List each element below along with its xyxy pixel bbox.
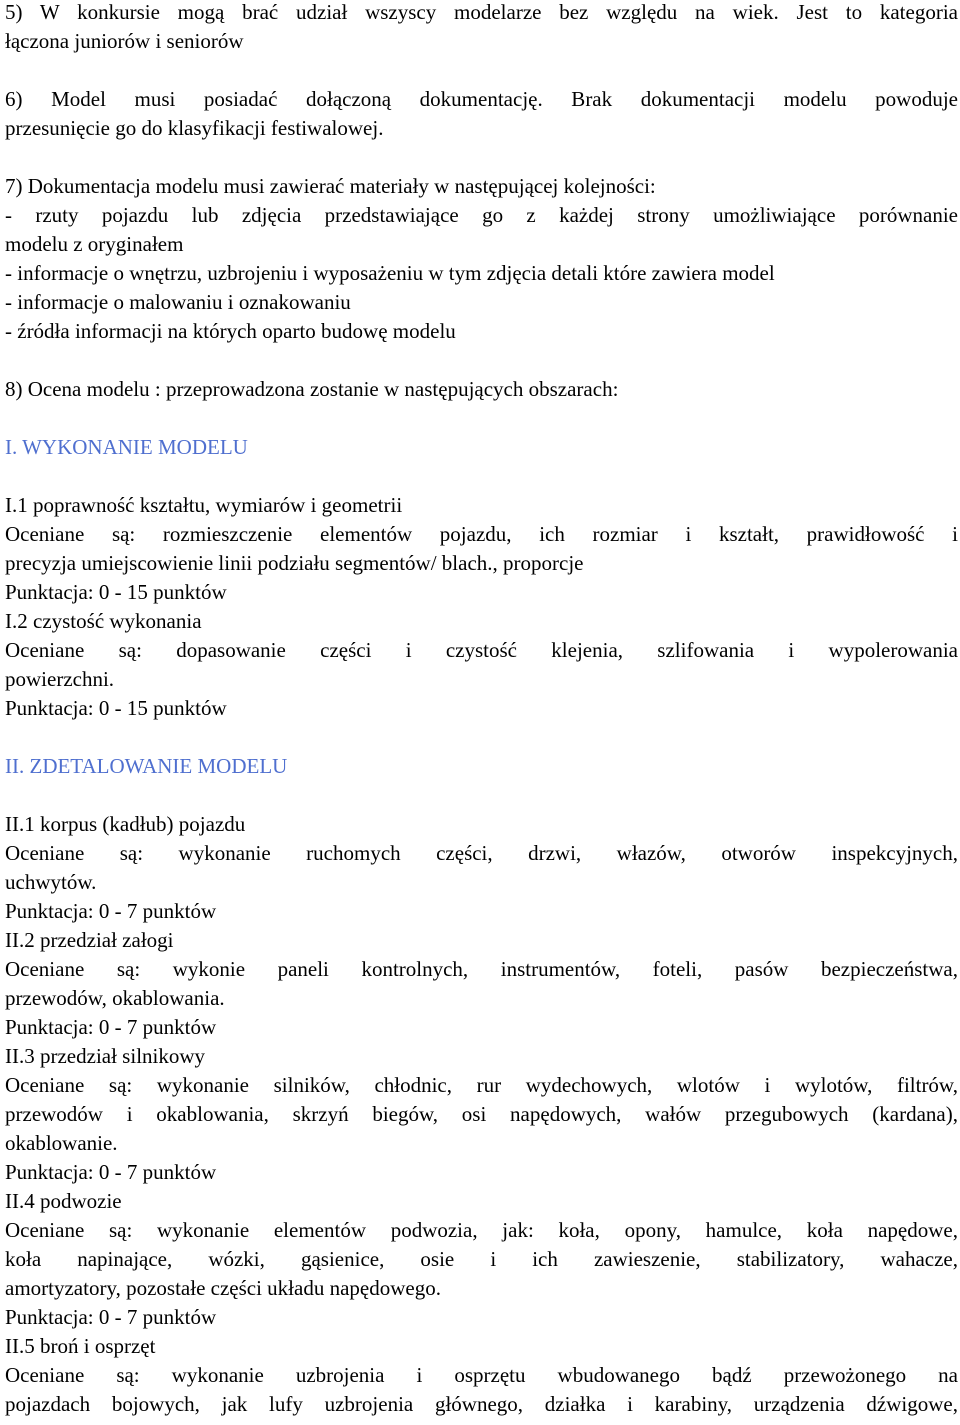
criteria-text-line-2: przewodów, okablowania. xyxy=(5,986,225,1010)
criteria-text-line-1: Oceniane są: dopasowanie części i czystość klejenia, szlifowania i wypolerowania xyxy=(5,638,958,662)
paragraph-7-heading: 7) Dokumentacja modelu musi zawierać materiały w następującej kolejności: xyxy=(5,174,656,198)
criteria-text-line-2: pojazdach bojowych, jak lufy uzbrojenia głównego, działka i karabiny, urządzenia dźwigowe, xyxy=(5,1392,958,1416)
points-range: Punktacja: 0 - 7 punktów xyxy=(5,1015,217,1039)
list-item: - źródła informacji na których oparto budowę modelu xyxy=(5,319,456,343)
points-range: Punktacja: 0 - 15 punktów xyxy=(5,580,227,604)
criteria-text-line-1: Oceniane są: rozmieszczenie elementów pojazdu, ich rozmiar i kształt, prawidłowość i xyxy=(5,522,958,546)
points-range: Punktacja: 0 - 7 punktów xyxy=(5,1305,217,1329)
criteria-text-line-2: precyzja umiejscowienie linii podziału segmentów/ blach., proporcje xyxy=(5,551,584,575)
criteria-text-line-1: Oceniane są: wykonanie ruchomych części, drzwi, włazów, otworów inspekcyjnych, xyxy=(5,841,958,865)
subsection-title: II.1 korpus (kadłub) pojazdu xyxy=(5,812,246,836)
subsection-title: I.1 poprawność kształtu, wymiarów i geometrii xyxy=(5,493,403,517)
points-range: Punktacja: 0 - 7 punktów xyxy=(5,899,217,923)
paragraph-6-line-1: 6) Model musi posiadać dołączoną dokumentację. Brak dokumentacji modelu powoduje xyxy=(5,87,958,111)
subsection-title: II.2 przedział załogi xyxy=(5,928,174,952)
points-range: Punktacja: 0 - 7 punktów xyxy=(5,1160,217,1184)
criteria-text-line-3: amortyzatory, pozostałe części układu napędowego. xyxy=(5,1276,441,1300)
section-heading-wykonanie: I. WYKONANIE MODELU xyxy=(5,435,248,459)
paragraph-5-line-2: łączona juniorów i seniorów xyxy=(5,29,244,53)
points-range: Punktacja: 0 - 15 punktów xyxy=(5,696,227,720)
subsection-title: II.5 broń i osprzęt xyxy=(5,1334,156,1358)
criteria-text-line-1: Oceniane są: wykonanie uzbrojenia i osprzętu wbudowanego bądź przewożonego na xyxy=(5,1363,958,1387)
subsection-title: I.2 czystość wykonania xyxy=(5,609,202,633)
criteria-text-line-3: okablowanie. xyxy=(5,1131,118,1155)
criteria-text-line-2: koła napinające, wózki, gąsienice, osie i ich zawieszenie, stabilizatory, wahacze, xyxy=(5,1247,958,1271)
paragraph-5-line-1: 5) W konkursie mogą brać udział wszyscy modelarze bez względu na wiek. Jest to kategoria xyxy=(5,0,958,24)
subsection-title: II.4 podwozie xyxy=(5,1189,122,1213)
list-item: - informacje o malowaniu i oznakowaniu xyxy=(5,290,351,314)
paragraph-6-line-2: przesunięcie go do klasyfikacji festiwalowej. xyxy=(5,116,384,140)
section-heading-zdetalowanie: II. ZDETALOWANIE MODELU xyxy=(5,754,288,778)
criteria-text-line-2: uchwytów. xyxy=(5,870,97,894)
list-item-line-1: - rzuty pojazdu lub zdjęcia przedstawiające go z każdej strony umożliwiające porównanie xyxy=(5,203,958,227)
criteria-text-line-1: Oceniane są: wykonie paneli kontrolnych, instrumentów, foteli, pasów bezpieczeństwa, xyxy=(5,957,958,981)
paragraph-8-heading: 8) Ocena modelu : przeprowadzona zostanie w następujących obszarach: xyxy=(5,377,619,401)
list-item-line-2: modelu z oryginałem xyxy=(5,232,184,256)
criteria-text-line-1: Oceniane są: wykonanie silników, chłodnic, rur wydechowych, wlotów i wylotów, filtrów, xyxy=(5,1073,958,1097)
criteria-text-line-2: przewodów i okablowania, skrzyń biegów, osi napędowych, wałów przegubowych (kardana), xyxy=(5,1102,958,1126)
list-item: - informacje o wnętrzu, uzbrojeniu i wyposażeniu w tym zdjęcia detali które zawiera model xyxy=(5,261,775,285)
subsection-title: II.3 przedział silnikowy xyxy=(5,1044,206,1068)
criteria-text-line-2: powierzchni. xyxy=(5,667,115,691)
criteria-text-line-1: Oceniane są: wykonanie elementów podwozia, jak: koła, opony, hamulce, koła napędowe, xyxy=(5,1218,958,1242)
